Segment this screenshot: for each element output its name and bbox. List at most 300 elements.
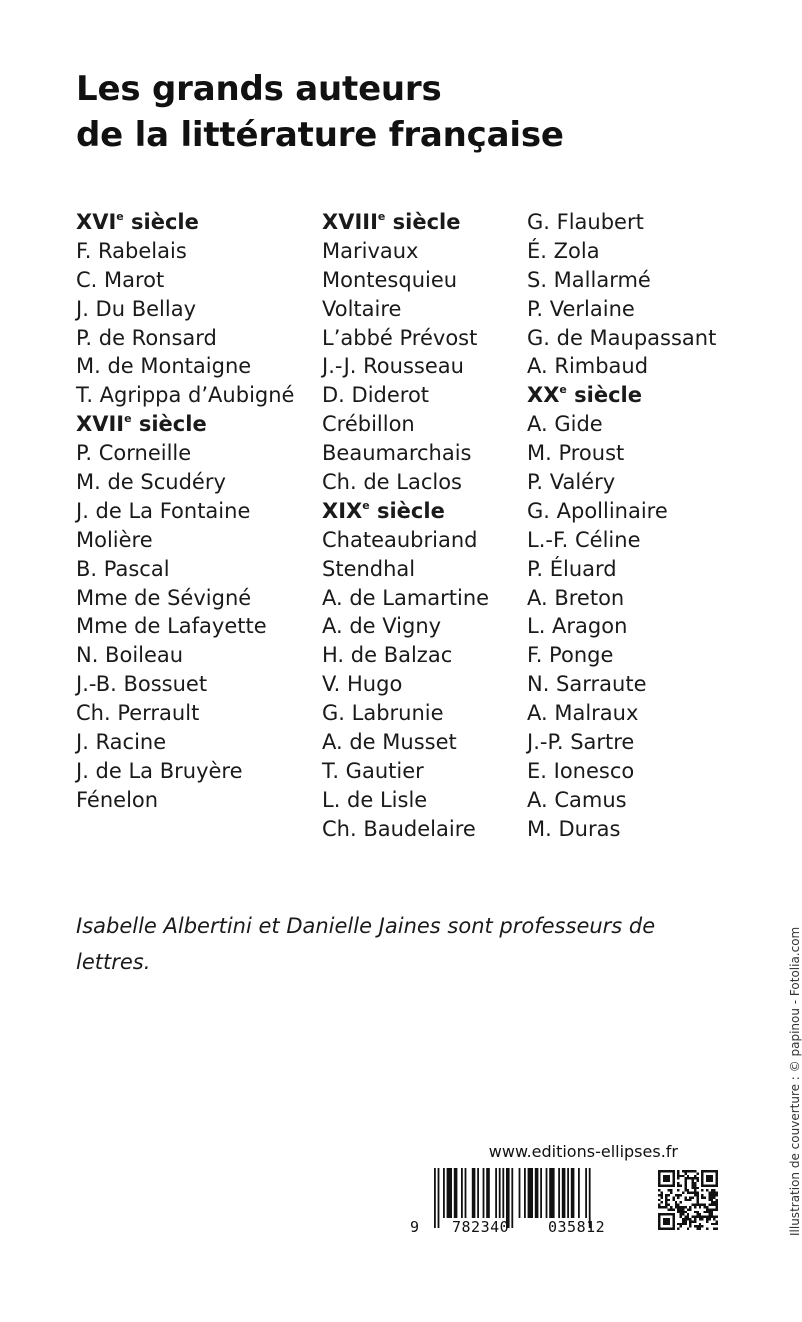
barcode-bar — [472, 1168, 476, 1218]
century-word: siècle — [131, 210, 199, 234]
qr-cell — [682, 1211, 684, 1213]
qr-cell — [677, 1172, 679, 1174]
qr-cell — [663, 1177, 665, 1179]
qr-cell — [684, 1220, 686, 1222]
qr-cell — [677, 1206, 679, 1208]
qr-cell — [689, 1177, 691, 1179]
qr-cell — [694, 1218, 696, 1220]
qr-cell — [692, 1184, 694, 1186]
qr-cell — [708, 1204, 710, 1206]
qr-cell — [677, 1189, 679, 1191]
qr-cell — [689, 1192, 691, 1194]
qr-cell — [716, 1206, 718, 1208]
author-name: J. Racine — [76, 730, 167, 755]
qr-cell — [665, 1170, 667, 1172]
qr-cell — [716, 1204, 718, 1206]
qr-cell — [704, 1196, 706, 1198]
qr-cell — [687, 1228, 689, 1230]
qr-cell — [668, 1213, 670, 1215]
qr-cell — [663, 1206, 665, 1208]
author-name: J.-B. Bossuet — [76, 672, 208, 697]
qr-cell — [668, 1199, 670, 1201]
barcode-bar — [434, 1168, 436, 1228]
qr-cell — [711, 1196, 713, 1198]
qr-cell — [716, 1220, 718, 1222]
qr-cell — [708, 1175, 710, 1177]
author-name: P. Corneille — [76, 441, 192, 466]
qr-cell — [701, 1216, 703, 1218]
qr-cell — [684, 1206, 686, 1208]
qr-cell — [706, 1216, 708, 1218]
qr-cell — [708, 1218, 710, 1220]
qr-cell — [660, 1206, 662, 1208]
qr-cell — [680, 1175, 682, 1177]
qr-cell — [706, 1208, 708, 1210]
qr-cell — [713, 1189, 715, 1191]
qr-cell — [668, 1194, 670, 1196]
qr-cell — [692, 1182, 694, 1184]
qr-cell — [716, 1182, 718, 1184]
qr-cell — [658, 1216, 660, 1218]
qr-cell — [672, 1213, 674, 1215]
qr-cell — [668, 1180, 670, 1182]
authors-column-2 — [322, 208, 489, 844]
qr-cell — [706, 1220, 708, 1222]
publisher-url[interactable]: www.editions-ellipses.fr — [488, 1142, 678, 1161]
qr-cell — [658, 1177, 660, 1179]
qr-cell — [658, 1180, 660, 1182]
qr-cell — [672, 1218, 674, 1220]
qr-cell — [716, 1216, 718, 1218]
qr-cell — [687, 1177, 689, 1179]
qr-cell — [670, 1213, 672, 1215]
qr-cell — [672, 1180, 674, 1182]
century-roman: XIX — [322, 498, 363, 523]
author-name: L.-F. Céline — [527, 527, 641, 552]
qr-cell — [687, 1199, 689, 1201]
cover-credit: Illustration de couverture : © papinou - Fotolia.com — [788, 926, 802, 1236]
author-name: A. Rimbaud — [527, 354, 649, 379]
barcode-bar — [486, 1168, 490, 1218]
qr-cell — [665, 1175, 667, 1177]
qr-cell — [699, 1225, 701, 1227]
qr-cell — [696, 1194, 698, 1196]
qr-cell — [716, 1184, 718, 1186]
qr-cell — [694, 1177, 696, 1179]
author-name: G. Labrunie — [322, 701, 444, 726]
author-name: J. Du Bellay — [76, 296, 196, 321]
qr-cell — [694, 1216, 696, 1218]
qr-cell — [663, 1175, 665, 1177]
qr-cell — [672, 1199, 674, 1201]
qr-cell — [663, 1184, 665, 1186]
author-name: P. Verlaine — [527, 296, 635, 321]
qr-cell — [711, 1213, 713, 1215]
qr-cell — [708, 1213, 710, 1215]
qr-cell — [701, 1196, 703, 1198]
qr-cell — [699, 1206, 701, 1208]
author-name: Ch. Baudelaire — [322, 816, 476, 841]
qr-cell — [665, 1204, 667, 1206]
qr-cell — [689, 1208, 691, 1210]
qr-cell — [684, 1211, 686, 1213]
authors-column-1 — [76, 208, 294, 815]
qr-cell — [696, 1225, 698, 1227]
century-roman: XVIII — [322, 210, 378, 234]
qr-cell — [677, 1184, 679, 1186]
qr-cell — [708, 1194, 710, 1196]
qr-cell — [696, 1177, 698, 1179]
qr-cell — [699, 1204, 701, 1206]
barcode-bar — [511, 1168, 513, 1228]
century-heading — [322, 208, 489, 237]
qr-cells — [658, 1170, 718, 1230]
qr-cell — [670, 1184, 672, 1186]
author-name: M. de Scudéry — [76, 470, 226, 495]
century-heading — [76, 410, 294, 439]
qr-cell — [706, 1180, 708, 1182]
qr-cell — [668, 1177, 670, 1179]
qr-cell — [708, 1199, 710, 1201]
qr-cell — [694, 1225, 696, 1227]
author-name: S. Mallarmé — [527, 267, 651, 292]
qr-cell — [708, 1192, 710, 1194]
qr-cell — [706, 1189, 708, 1191]
barcode-bar — [499, 1168, 501, 1218]
qr-cell — [716, 1223, 718, 1225]
author-name: N. Sarraute — [527, 672, 647, 697]
authors-column-3 — [527, 208, 716, 844]
qr-cell — [658, 1170, 660, 1172]
qr-cell — [670, 1189, 672, 1191]
qr-cell — [658, 1206, 660, 1208]
qr-cell — [713, 1208, 715, 1210]
author-name: J. de La Fontaine — [76, 498, 251, 523]
qr-cell — [689, 1196, 691, 1198]
qr-cell — [672, 1177, 674, 1179]
qr-cell — [665, 1218, 667, 1220]
qr-cell — [706, 1184, 708, 1186]
qr-cell — [696, 1196, 698, 1198]
barcode-bar — [571, 1168, 575, 1218]
qr-cell — [711, 1175, 713, 1177]
qr-cell — [716, 1194, 718, 1196]
qr-cell — [708, 1184, 710, 1186]
barcode-bar — [535, 1168, 539, 1218]
qr-cell — [677, 1170, 679, 1172]
qr-cell — [658, 1182, 660, 1184]
qr-cell — [689, 1170, 691, 1172]
author-name: J. de La Bruyère — [76, 758, 243, 783]
qr-cell — [711, 1199, 713, 1201]
authors-bio: Isabelle Albertini et Danielle Jaines sont professeurs de lettres. — [76, 914, 656, 974]
qr-cell — [680, 1216, 682, 1218]
barcode-bar — [495, 1168, 497, 1218]
qr-cell — [668, 1223, 670, 1225]
qr-cell — [713, 1184, 715, 1186]
qr-cell — [696, 1204, 698, 1206]
qr-cell — [672, 1175, 674, 1177]
century-word: siècle — [392, 210, 461, 234]
author-name: Ch. Perrault — [76, 701, 200, 726]
qr-cell — [658, 1223, 660, 1225]
qr-cell — [711, 1194, 713, 1196]
barcode-bar — [585, 1168, 587, 1218]
author-name: D. Diderot — [322, 383, 430, 408]
qr-cell — [701, 1170, 703, 1172]
qr-cell — [658, 1225, 660, 1227]
qr-cell — [708, 1216, 710, 1218]
qr-cell — [699, 1218, 701, 1220]
qr-cell — [665, 1228, 667, 1230]
qr-cell — [668, 1204, 670, 1206]
qr-cell — [701, 1184, 703, 1186]
qr-cell — [706, 1211, 708, 1213]
qr-cell — [665, 1223, 667, 1225]
qr-cell — [711, 1189, 713, 1191]
qr-cell — [713, 1204, 715, 1206]
qr-cell — [692, 1177, 694, 1179]
barcode-bar — [454, 1168, 458, 1218]
qr-cell — [694, 1170, 696, 1172]
author-name: L. Aragon — [527, 614, 628, 639]
qr-cell — [680, 1184, 682, 1186]
qr-cell — [675, 1194, 677, 1196]
qr-cell — [684, 1184, 686, 1186]
qr-cell — [708, 1180, 710, 1182]
qr-cell — [680, 1223, 682, 1225]
qr-cell — [701, 1189, 703, 1191]
qr-cell — [675, 1206, 677, 1208]
qr-cell — [677, 1228, 679, 1230]
qr-cell — [658, 1220, 660, 1222]
qr-cell — [706, 1177, 708, 1179]
qr-cell — [660, 1201, 662, 1203]
qr-cell — [672, 1170, 674, 1172]
qr-cell — [716, 1170, 718, 1172]
qr-cell — [687, 1208, 689, 1210]
qr-cell — [684, 1180, 686, 1182]
author-name: T. Gautier — [322, 758, 424, 783]
qr-cell — [716, 1192, 718, 1194]
page-title — [76, 66, 564, 158]
qr-cell — [684, 1182, 686, 1184]
author-name: G. de Maupassant — [527, 325, 717, 350]
qr-cell — [660, 1184, 662, 1186]
author-name: C. Marot — [76, 267, 165, 292]
qr-cell — [660, 1228, 662, 1230]
qr-cell — [663, 1223, 665, 1225]
qr-cell — [713, 1201, 715, 1203]
qr-cell — [694, 1189, 696, 1191]
author-name: E. Ionesco — [527, 758, 635, 783]
qr-cell — [711, 1192, 713, 1194]
author-name: A. Malraux — [527, 701, 639, 726]
qr-cell — [692, 1204, 694, 1206]
isbn-right-digits: 035812 — [548, 1218, 606, 1236]
century-roman: XVI — [76, 210, 117, 234]
qr-cell — [687, 1170, 689, 1172]
author-name: J.-J. Rousseau — [322, 354, 464, 379]
qr-cell — [713, 1196, 715, 1198]
author-name: T. Agrippa d’Aubigné — [76, 383, 295, 408]
qr-cell — [696, 1187, 698, 1189]
qr-cell — [672, 1182, 674, 1184]
author-name: Marivaux — [322, 238, 419, 263]
barcode-bar — [443, 1168, 445, 1218]
author-name: Molière — [76, 527, 153, 552]
qr-cell — [658, 1204, 660, 1206]
barcode-bar — [562, 1168, 566, 1218]
qr-cell — [692, 1192, 694, 1194]
qr-cell — [699, 1223, 701, 1225]
qr-cell — [711, 1170, 713, 1172]
qr-cell — [699, 1216, 701, 1218]
qr-cell — [680, 1201, 682, 1203]
qr-cell — [689, 1225, 691, 1227]
qr-cell — [663, 1218, 665, 1220]
qr-cell — [713, 1218, 715, 1220]
qr-cell — [708, 1170, 710, 1172]
qr-cell — [711, 1177, 713, 1179]
qr-cell — [658, 1175, 660, 1177]
qr-cell — [708, 1177, 710, 1179]
qr-cell — [716, 1208, 718, 1210]
qr-cell — [689, 1199, 691, 1201]
qr-cell — [704, 1216, 706, 1218]
qr-cell — [684, 1172, 686, 1174]
author-name: A. Camus — [527, 787, 627, 812]
qr-cell — [658, 1184, 660, 1186]
author-name: Fénelon — [76, 787, 159, 812]
qr-cell — [689, 1223, 691, 1225]
author-name: Montesquieu — [322, 267, 458, 292]
qr-cell — [701, 1175, 703, 1177]
qr-cell — [680, 1213, 682, 1215]
author-name: F. Rabelais — [76, 238, 187, 263]
qr-cell — [665, 1201, 667, 1203]
qr-cell — [684, 1177, 686, 1179]
author-name: Stendhal — [322, 556, 416, 581]
author-name: Crébillon — [322, 412, 415, 437]
author-name: V. Hugo — [322, 672, 403, 697]
century-heading — [322, 497, 489, 526]
qr-cell — [672, 1196, 674, 1198]
qr-cell — [696, 1211, 698, 1213]
qr-cell — [660, 1213, 662, 1215]
qr-cell — [684, 1170, 686, 1172]
qr-cell — [711, 1180, 713, 1182]
qr-cell — [706, 1228, 708, 1230]
qr-cell — [670, 1208, 672, 1210]
qr-cell — [696, 1201, 698, 1203]
author-name: H. de Balzac — [322, 643, 453, 668]
author-name: M. Proust — [527, 441, 625, 466]
qr-cell — [694, 1211, 696, 1213]
qr-cell — [658, 1199, 660, 1201]
qr-cell — [704, 1204, 706, 1206]
author-name: L’abbé Prévost — [322, 325, 478, 350]
qr-cell — [696, 1180, 698, 1182]
qr-cell — [665, 1213, 667, 1215]
qr-cell — [711, 1208, 713, 1210]
barcode-bar — [519, 1168, 521, 1218]
qr-cell — [682, 1192, 684, 1194]
qr-cell — [677, 1182, 679, 1184]
qr-cell — [711, 1211, 713, 1213]
qr-cell — [692, 1196, 694, 1198]
qr-cell — [701, 1182, 703, 1184]
author-name: M. Duras — [527, 816, 621, 841]
qr-cell — [682, 1175, 684, 1177]
qr-cell — [677, 1223, 679, 1225]
author-name: Voltaire — [322, 296, 402, 321]
qr-cell — [680, 1206, 682, 1208]
qr-cell — [660, 1170, 662, 1172]
barcode-bar — [578, 1168, 580, 1218]
barcode-bar — [438, 1168, 440, 1228]
qr-cell — [660, 1196, 662, 1198]
author-name: M. de Montaigne — [76, 354, 252, 379]
barcode-bar — [447, 1168, 452, 1218]
century-ordinal: e — [124, 412, 132, 426]
qr-cell — [668, 1170, 670, 1172]
qr-cell — [658, 1218, 660, 1220]
author-name: P. Éluard — [527, 556, 617, 581]
qr-cell — [682, 1218, 684, 1220]
qr-cell — [701, 1177, 703, 1179]
qr-cell — [668, 1189, 670, 1191]
qr-cell — [665, 1206, 667, 1208]
qr-cell — [658, 1194, 660, 1196]
qr-cell — [706, 1170, 708, 1172]
author-name: B. Pascal — [76, 556, 170, 581]
qr-cell — [665, 1184, 667, 1186]
author-name: A. Breton — [527, 585, 625, 610]
qr-cell — [680, 1194, 682, 1196]
author-name: Chateaubriand — [322, 527, 478, 552]
qr-cell — [663, 1170, 665, 1172]
qr-cell — [665, 1194, 667, 1196]
qr-cell — [660, 1194, 662, 1196]
qr-cell — [684, 1218, 686, 1220]
qr-cell — [675, 1204, 677, 1206]
qr-cell — [704, 1211, 706, 1213]
qr-cell — [684, 1187, 686, 1189]
century-ordinal: e — [377, 210, 386, 223]
qr-cell — [701, 1172, 703, 1174]
qr-cell — [687, 1218, 689, 1220]
author-name: N. Boileau — [76, 643, 184, 668]
qr-cell — [682, 1206, 684, 1208]
qr-cell — [665, 1196, 667, 1198]
isbn-left-digits: 782340 — [452, 1218, 510, 1236]
qr-cell — [680, 1208, 682, 1210]
isbn-first-digit: 9 — [410, 1218, 420, 1236]
qr-cell — [708, 1208, 710, 1210]
century-heading — [76, 208, 294, 237]
qr-cell — [713, 1194, 715, 1196]
qr-cell — [694, 1182, 696, 1184]
qr-cell — [692, 1180, 694, 1182]
qr-cell — [694, 1175, 696, 1177]
qr-cell — [716, 1228, 718, 1230]
author-name: J.-P. Sartre — [527, 730, 635, 755]
century-roman: XVII — [76, 412, 125, 437]
qr-cell — [692, 1220, 694, 1222]
qr-cell — [682, 1220, 684, 1222]
qr-cell — [692, 1216, 694, 1218]
